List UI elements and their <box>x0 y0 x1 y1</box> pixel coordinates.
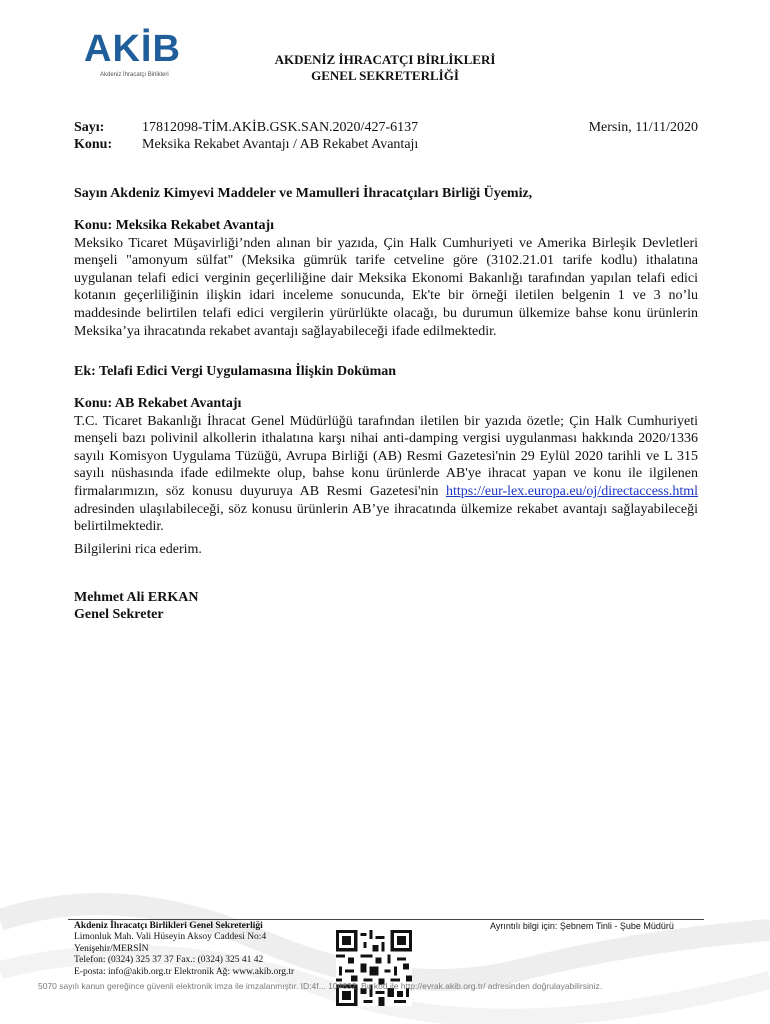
footer-divider <box>68 919 704 920</box>
letter-date: Mersin, 11/11/2020 <box>588 120 698 135</box>
qr-code-icon <box>336 930 412 1006</box>
e-signature-verification-note: 5070 sayılı kanun gereğince güvenli elektronik imza ile imzalanmıştır. ID:4f... 104632. Bu kod ile http://evrak.akib.org.tr/ adresinden doğrulayabilirsiniz. <box>38 981 603 991</box>
footer-org: Akdeniz İhracatçı Birlikleri Genel Sekreterliği <box>74 921 263 931</box>
signer-name: Mehmet Ali ERKAN <box>74 590 199 605</box>
konu-value: Meksika Rekabet Avantajı / AB Rekabet Avantajı <box>142 137 419 152</box>
section-ab-title: Konu: AB Rekabet Avantajı <box>74 396 242 411</box>
konu-label: Konu: <box>74 137 113 152</box>
signer-title: Genel Sekreter <box>74 607 164 622</box>
footer-contact: Ayrıntılı bilgi için: Şebnem Tinli - Şube Müdürü <box>490 921 674 931</box>
section-meksika-body: Meksiko Ticaret Müşavirliği’nden alınan bir yazıda, Çin Halk Cumhuriyeti ve Amerika Birleşik Devletleri menşeli "amonyum sülfat" (Meksika gümrük tarife cetveline göre (3102.21.01 tarife kodlu) ithalatına uygulanan telafi edici verginin geçerliliğine dair Meksika Ekonomi Bakanlığı tarafından yapılan telafi edici kotanın geçerliliğinin ilişkin idari inceleme sonucunda, Ek'te bir örneği iletilen belgenin 1 ve 3 no’lu maddesinde belirtilen telafi edici vergilerin yürürlükte olacağı, bu durumun ülkemize bahse konu ürünlerin Meksika’ya ihracatında rekabet avantajı sağlayabileceği ifade edilmektedir. <box>74 235 698 339</box>
sayi-value: 17812098-TİM.AKİB.GSK.SAN.2020/427-6137 <box>142 120 419 135</box>
footer-email: E-posta: info@akib.org.tr Elektronik Ağ: www.akib.org.tr <box>74 966 295 977</box>
logo-text: AKİB <box>84 28 181 70</box>
section-meksika-title: Konu: Meksika Rekabet Avantajı <box>74 218 275 233</box>
header-line-1: AKDENİZ İHRACATÇI BİRLİKLERİ <box>274 52 496 67</box>
salutation: Sayın Akdeniz Kimyevi Maddeler ve Mamulleri İhracatçıları Birliği Üyemiz, <box>74 186 533 201</box>
logo-subtitle: Akdeniz İhracatçı Birlikleri <box>100 72 169 78</box>
footer-address-block <box>74 921 374 978</box>
section-ab-body-end: adresinden ulaşılabileceği, söz konusu ürünlerin AB’ye ihracatında ülkemize rekabet avantajı sağlayabileceği belirtilmektedir. <box>74 501 698 535</box>
section-meksika <box>74 217 698 340</box>
section-ab <box>74 395 698 536</box>
attachment-line: Ek: Telafi Edici Vergi Uygulamasına İlişkin Doküman <box>74 364 397 379</box>
closing-line: Bilgilerini rica ederim. <box>74 542 202 557</box>
sayi-label: Sayı: <box>74 120 105 135</box>
footer-address-1: Limonluk Mah. Vali Hüseyin Aksoy Caddesi No:4 <box>74 932 267 943</box>
header-line-2: GENEL SEKRETERLİĞİ <box>311 68 459 83</box>
section-ab-body <box>74 413 698 536</box>
eur-lex-link[interactable]: https://eur-lex.europa.eu/oj/directaccess.html <box>445 483 698 499</box>
footer-phone: Telefon: (0324) 325 37 37 Fax.: (0324) 325 41 42 <box>74 955 264 966</box>
footer-address-2: Yenişehir/MERSİN <box>74 943 149 954</box>
section-ab-body-start: T.C. Ticaret Bakanlığı İhracat Genel Müdürlüğü tarafından iletilen bir yazıda özetle; Çin Halk Cumhuriyeti menşeli bazı polivinil alkollerin ithalatına karşı nihai anti-damping vergisi uygulanması hakkında 2020/1336 sayılı Komisyon Uygulama Tüzüğü, Avrupa Birliği (AB) Resmi Gazetesi'nin 29 Eylül 2020 tarihli ve L 315 sayılı nüshasında ifade edilmekte olup, bahse konu ürünlerde AB'ye ihracat yapan ve konu ile ilgilenen firmalarımızın, söz konusu duyuruya AB Resmi Gazetesi'nin <box>74 413 698 499</box>
